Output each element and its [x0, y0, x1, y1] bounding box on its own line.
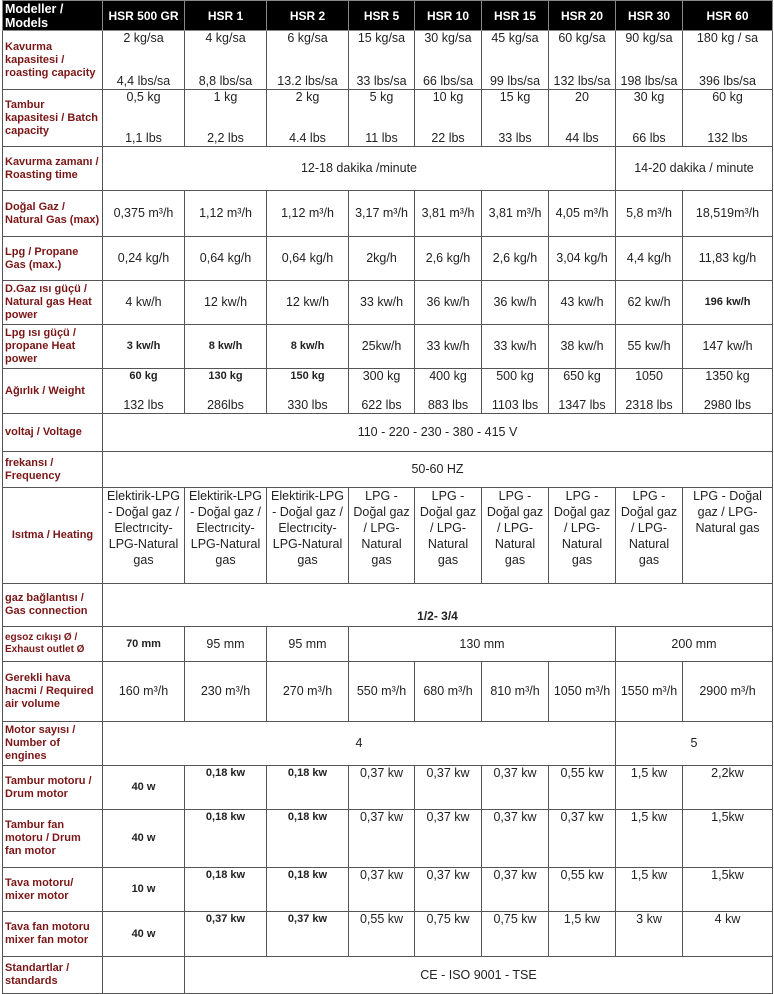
- capacity-cell: [349, 31, 415, 90]
- row-label: Ağırlık / Weight: [3, 369, 103, 414]
- drum-fan-cell: 1,5 kw: [616, 810, 683, 868]
- metric-value: 60 kg/sa: [558, 31, 606, 45]
- weight-cell: [103, 369, 185, 414]
- lpg-power-cell: 3 kw/h: [103, 325, 185, 369]
- roast-time-row: [3, 147, 773, 191]
- mixer-cell: 1,5kw: [683, 868, 773, 912]
- heating-cell: LPG - Doğal gaz / LPG-Natural gas: [549, 488, 616, 584]
- capacity-cell: [616, 31, 683, 90]
- model-header: HSR 60: [683, 1, 773, 31]
- heating-cell: Elektirik-LPG - Doğal gaz / Electrıcity-LPG-Natural gas: [267, 488, 349, 584]
- ng-power-cell: 12 kw/h: [185, 281, 267, 325]
- imperial-value: 198 lbs/sa: [620, 74, 678, 88]
- mixer-fan-cell: 0,37 kw: [267, 912, 349, 957]
- metric-value: 650 kg: [563, 369, 601, 383]
- mixer-fan-cell: 0,75 kw: [482, 912, 549, 957]
- frequency-value: 50-60 HZ: [103, 452, 773, 488]
- exhaust-mid-value: 130 mm: [349, 627, 616, 662]
- imperial-value: 33 lbs/sa: [356, 74, 407, 88]
- model-header: HSR 30: [616, 1, 683, 31]
- mixer-fan-cell: 0,55 kw: [349, 912, 415, 957]
- model-header: HSR 10: [415, 1, 482, 31]
- weight-cell: [482, 369, 549, 414]
- model-header: HSR 1: [185, 1, 267, 31]
- drum-motor-cell: 1,5 kw: [616, 766, 683, 810]
- metric-value: 45 kg/sa: [491, 31, 539, 45]
- imperial-value: 1,1 lbs: [125, 131, 162, 145]
- metric-value: 30 kg: [633, 90, 665, 104]
- ng-power-row: [3, 281, 773, 325]
- capacity-cell: [185, 31, 267, 90]
- batch-row: [3, 90, 773, 147]
- lpg-power-cell: 25kw/h: [349, 325, 415, 369]
- metric-value: 6 kg/sa: [287, 31, 328, 45]
- ng-power-cell: 33 kw/h: [349, 281, 415, 325]
- row-label: Kavurma zamanı / Roasting time: [3, 147, 103, 191]
- models-header-line2: Models: [5, 15, 49, 30]
- drum-fan-cell: 0,18 kw: [267, 810, 349, 868]
- voltage-value: 110 - 220 - 230 - 380 - 415 V: [103, 414, 773, 452]
- frequency-row: [3, 452, 773, 488]
- imperial-value: 132 lbs: [707, 131, 748, 145]
- natural-gas-cell: 1,12 m³/h: [267, 191, 349, 237]
- mixer-fan-cell: 0,37 kw: [185, 912, 267, 957]
- capacity-cell: [683, 31, 773, 90]
- propane-cell: 2,6 kg/h: [482, 237, 549, 281]
- mixer-fan-cell: 40 w: [103, 912, 185, 957]
- batch-cell: [267, 90, 349, 147]
- engines-value-b: 5: [616, 722, 773, 766]
- drum-fan-cell: 0,37 kw: [549, 810, 616, 868]
- ng-power-cell: 12 kw/h: [267, 281, 349, 325]
- metric-value: 4 kg/sa: [205, 31, 246, 45]
- air-cell: 1550 m³/h: [616, 662, 683, 722]
- gas-connection-row: [3, 584, 773, 627]
- metric-value: 60 kg: [712, 90, 743, 104]
- imperial-value: 99 lbs/sa: [489, 74, 541, 88]
- drum-fan-cell: 0,37 kw: [349, 810, 415, 868]
- capacity-cell: [267, 31, 349, 90]
- mixer-fan-row: [3, 912, 773, 957]
- metric-value: 180 kg / sa: [696, 31, 759, 45]
- propane-cell: 3,04 kg/h: [549, 237, 616, 281]
- row-label: egsoz cıkışı Ø / Exhaust outlet Ø: [3, 627, 103, 662]
- lpg-power-cell: 8 kw/h: [267, 325, 349, 369]
- row-label: Isıtma / Heating: [3, 488, 103, 584]
- air-cell: 270 m³/h: [267, 662, 349, 722]
- mixer-cell: 0,37 kw: [482, 868, 549, 912]
- weight-cell: [683, 369, 773, 414]
- batch-cell: [185, 90, 267, 147]
- mixer-cell: 0,37 kw: [415, 868, 482, 912]
- drum-motor-cell: 0,18 kw: [185, 766, 267, 810]
- air-cell: 1050 m³/h: [549, 662, 616, 722]
- natural-gas-cell: 1,12 m³/h: [185, 191, 267, 237]
- metric-value: 2 kg/sa: [123, 31, 164, 45]
- metric-value: 5 kg: [369, 90, 394, 104]
- exhaust-cell: 95 mm: [185, 627, 267, 662]
- drum-fan-cell: 0,37 kw: [482, 810, 549, 868]
- metric-value: 1350 kg: [705, 369, 750, 383]
- models-header: [3, 1, 103, 31]
- row-label: Tambur kapasitesi / Batch capacity: [3, 90, 103, 147]
- imperial-value: 8,8 lbs/sa: [198, 74, 253, 88]
- model-header: HSR 2: [267, 1, 349, 31]
- metric-value: 1 kg: [213, 90, 238, 104]
- natural-gas-cell: 5,8 m³/h: [616, 191, 683, 237]
- batch-cell: [103, 90, 185, 147]
- row-label: Motor sayısı / Number of engines: [3, 722, 103, 766]
- model-header: HSR 15: [482, 1, 549, 31]
- propane-cell: 4,4 kg/h: [616, 237, 683, 281]
- natural-gas-row: [3, 191, 773, 237]
- metric-value: 150 kg: [290, 370, 325, 382]
- air-cell: 2900 m³/h: [683, 662, 773, 722]
- imperial-value: 286lbs: [207, 398, 244, 412]
- drum-motor-cell: 40 w: [103, 766, 185, 810]
- metric-value: 1050: [635, 369, 663, 383]
- metric-value: 30 kg/sa: [424, 31, 472, 45]
- natural-gas-cell: 3,17 m³/h: [349, 191, 415, 237]
- models-header-line1: Modeller /: [5, 1, 64, 16]
- row-label: Tambur fan motoru / Drum fan motor: [3, 810, 103, 868]
- drum-fan-cell: 0,18 kw: [185, 810, 267, 868]
- batch-cell: [349, 90, 415, 147]
- mixer-cell: 0,55 kw: [549, 868, 616, 912]
- heating-cell: LPG - Doğal gaz / LPG-Natural gas: [415, 488, 482, 584]
- heating-cell: LPG - Doğal gaz / LPG-Natural gas: [482, 488, 549, 584]
- propane-row: [3, 237, 773, 281]
- imperial-value: 66 lbs/sa: [422, 74, 474, 88]
- capacity-row: [3, 31, 773, 90]
- metric-value: 0,5 kg: [126, 90, 161, 104]
- imperial-value: 1103 lbs: [491, 398, 539, 412]
- header-row: [3, 1, 773, 31]
- lpg-power-row: [3, 325, 773, 369]
- drum-motor-cell: 0,18 kw: [267, 766, 349, 810]
- row-label: Standartlar / standards: [3, 957, 103, 994]
- drum-fan-cell: 1,5kw: [683, 810, 773, 868]
- model-header: HSR 500 GR: [103, 1, 185, 31]
- exhaust-cell: 95 mm: [267, 627, 349, 662]
- natural-gas-cell: 3,81 m³/h: [482, 191, 549, 237]
- row-label: gaz bağlantısı / Gas connection: [3, 584, 103, 627]
- metric-value: 15 kg/sa: [357, 31, 406, 45]
- metric-value: 20: [575, 90, 589, 104]
- imperial-value: 330 lbs: [287, 398, 328, 412]
- batch-cell: [482, 90, 549, 147]
- imperial-value: 11 lbs: [365, 131, 398, 145]
- standards-row: [3, 957, 773, 994]
- propane-cell: 0,24 kg/h: [103, 237, 185, 281]
- imperial-value: 1347 lbs: [558, 398, 606, 412]
- imperial-value: 622 lbs: [361, 398, 402, 412]
- weight-row: [3, 369, 773, 414]
- drum-motor-cell: 0,37 kw: [349, 766, 415, 810]
- model-header: HSR 20: [549, 1, 616, 31]
- air-cell: 230 m³/h: [185, 662, 267, 722]
- row-label: Tambur motoru / Drum motor: [3, 766, 103, 810]
- propane-cell: 2,6 kg/h: [415, 237, 482, 281]
- metric-value: 60 kg: [129, 370, 158, 382]
- imperial-value: 883 lbs: [427, 398, 469, 412]
- ng-power-cell: 196 kw/h: [683, 281, 773, 325]
- air-cell: 680 m³/h: [415, 662, 482, 722]
- natural-gas-cell: 0,375 m³/h: [103, 191, 185, 237]
- standards-value: CE - ISO 9001 - TSE: [185, 957, 773, 994]
- weight-cell: [549, 369, 616, 414]
- mixer-cell: 10 w: [103, 868, 185, 912]
- capacity-cell: [482, 31, 549, 90]
- natural-gas-cell: 4,05 m³/h: [549, 191, 616, 237]
- batch-cell: [683, 90, 773, 147]
- metric-value: 130 kg: [208, 370, 243, 382]
- air-cell: 160 m³/h: [103, 662, 185, 722]
- mixer-cell: 1,5 kw: [616, 868, 683, 912]
- capacity-cell: [415, 31, 482, 90]
- drum-motor-row: [3, 766, 773, 810]
- ng-power-cell: 62 kw/h: [616, 281, 683, 325]
- metric-value: 500 kg: [496, 369, 534, 383]
- mixer-cell: 0,37 kw: [349, 868, 415, 912]
- ng-power-cell: 36 kw/h: [415, 281, 482, 325]
- mixer-cell: 0,18 kw: [185, 868, 267, 912]
- ng-power-cell: 43 kw/h: [549, 281, 616, 325]
- imperial-value: 396 lbs/sa: [699, 74, 756, 88]
- roast-time-value-b: 14-20 dakika / minute: [616, 147, 773, 191]
- lpg-power-cell: 33 kw/h: [415, 325, 482, 369]
- heating-cell: LPG - Doğal gaz / LPG-Natural gas: [349, 488, 415, 584]
- imperial-value: 132 lbs/sa: [553, 74, 611, 88]
- weight-cell: [415, 369, 482, 414]
- drum-fan-row: [3, 810, 773, 868]
- mixer-fan-cell: 3 kw: [616, 912, 683, 957]
- imperial-value: 44 lbs: [565, 131, 599, 145]
- lpg-power-cell: 147 kw/h: [683, 325, 773, 369]
- batch-cell: [549, 90, 616, 147]
- imperial-value: 2,2 lbs: [207, 131, 244, 145]
- lpg-power-cell: 55 kw/h: [616, 325, 683, 369]
- row-label: frekansı / Frequency: [3, 452, 103, 488]
- drum-motor-cell: 2,2kw: [683, 766, 773, 810]
- model-header: HSR 5: [349, 1, 415, 31]
- metric-value: 300 kg: [362, 369, 401, 383]
- voltage-row: [3, 414, 773, 452]
- mixer-fan-cell: 0,75 kw: [415, 912, 482, 957]
- engines-value-a: 4: [103, 722, 616, 766]
- drum-motor-cell: 0,55 kw: [549, 766, 616, 810]
- row-label: Kavurma kapasitesi / roasting capacity: [3, 31, 103, 90]
- heating-cell: Elektirik-LPG - Doğal gaz / Electrıcity-LPG-Natural gas: [185, 488, 267, 584]
- batch-cell: [415, 90, 482, 147]
- weight-cell: [185, 369, 267, 414]
- row-label: Doğal Gaz / Natural Gas (max): [3, 191, 103, 237]
- weight-cell: [267, 369, 349, 414]
- drum-fan-cell: 40 w: [103, 810, 185, 868]
- natural-gas-cell: 18,519m³/h: [683, 191, 773, 237]
- standards-empty-cell: [103, 957, 185, 994]
- row-label: Lpg / Propane Gas (max.): [3, 237, 103, 281]
- metric-value: 2 kg: [295, 90, 320, 104]
- mixer-fan-cell: 4 kw: [683, 912, 773, 957]
- heating-cell: Elektirik-LPG - Doğal gaz / Electrıcity-LPG-Natural gas: [103, 488, 185, 584]
- capacity-cell: [549, 31, 616, 90]
- row-label: Tava motoru/ mixer motor: [3, 868, 103, 912]
- imperial-value: 13.2 lbs/sa: [277, 74, 338, 88]
- weight-cell: [616, 369, 683, 414]
- metric-value: 90 kg/sa: [625, 31, 673, 45]
- drum-motor-cell: 0,37 kw: [482, 766, 549, 810]
- lpg-power-cell: 33 kw/h: [482, 325, 549, 369]
- row-label: Tava fan motoru mixer fan motor: [3, 912, 103, 957]
- imperial-value: 33 lbs: [498, 131, 532, 145]
- propane-cell: 0,64 kg/h: [267, 237, 349, 281]
- ng-power-cell: 36 kw/h: [482, 281, 549, 325]
- propane-cell: 11,83 kg/h: [683, 237, 773, 281]
- gas-connection-value: 1/2- 3/4: [103, 584, 773, 627]
- lpg-power-cell: 8 kw/h: [185, 325, 267, 369]
- drum-fan-cell: 0,37 kw: [415, 810, 482, 868]
- heating-cell: LPG - Doğal gaz / LPG-Natural gas: [683, 488, 773, 584]
- air-cell: 810 m³/h: [482, 662, 549, 722]
- mixer-row: [3, 868, 773, 912]
- row-label: voltaj / Voltage: [3, 414, 103, 452]
- exhaust-row: [3, 627, 773, 662]
- mixer-cell: 0,18 kw: [267, 868, 349, 912]
- lpg-power-cell: 38 kw/h: [549, 325, 616, 369]
- drum-motor-cell: 0,37 kw: [415, 766, 482, 810]
- metric-value: 10 kg: [432, 90, 464, 104]
- engines-row: [3, 722, 773, 766]
- row-label: Gerekli hava hacmi / Required air volume: [3, 662, 103, 722]
- imperial-value: 66 lbs: [632, 131, 666, 145]
- propane-cell: 2kg/h: [349, 237, 415, 281]
- exhaust-cell: 70 mm: [103, 627, 185, 662]
- imperial-value: 132 lbs: [123, 398, 164, 412]
- imperial-value: 4,4 lbs/sa: [116, 74, 171, 88]
- heating-cell: LPG - Doğal gaz / LPG-Natural gas: [616, 488, 683, 584]
- metric-value: 15 kg: [499, 90, 531, 104]
- roast-time-value-a: 12-18 dakika /minute: [103, 147, 616, 191]
- imperial-value: 4.4 lbs: [289, 131, 326, 145]
- row-label: D.Gaz ısı güçü / Natural gas Heat power: [3, 281, 103, 325]
- imperial-value: 2318 lbs: [625, 398, 673, 412]
- ng-power-cell: 4 kw/h: [103, 281, 185, 325]
- heating-row: [3, 488, 773, 584]
- imperial-value: 2980 lbs: [703, 398, 752, 412]
- weight-cell: [349, 369, 415, 414]
- mixer-fan-cell: 1,5 kw: [549, 912, 616, 957]
- batch-cell: [616, 90, 683, 147]
- spec-table: [2, 0, 773, 994]
- exhaust-large-value: 200 mm: [616, 627, 773, 662]
- capacity-cell: [103, 31, 185, 90]
- imperial-value: 22 lbs: [431, 131, 465, 145]
- air-row: [3, 662, 773, 722]
- natural-gas-cell: 3,81 m³/h: [415, 191, 482, 237]
- metric-value: 400 kg: [429, 369, 467, 383]
- air-cell: 550 m³/h: [349, 662, 415, 722]
- propane-cell: 0,64 kg/h: [185, 237, 267, 281]
- row-label: Lpg ısı güçü / propane Heat power: [3, 325, 103, 369]
